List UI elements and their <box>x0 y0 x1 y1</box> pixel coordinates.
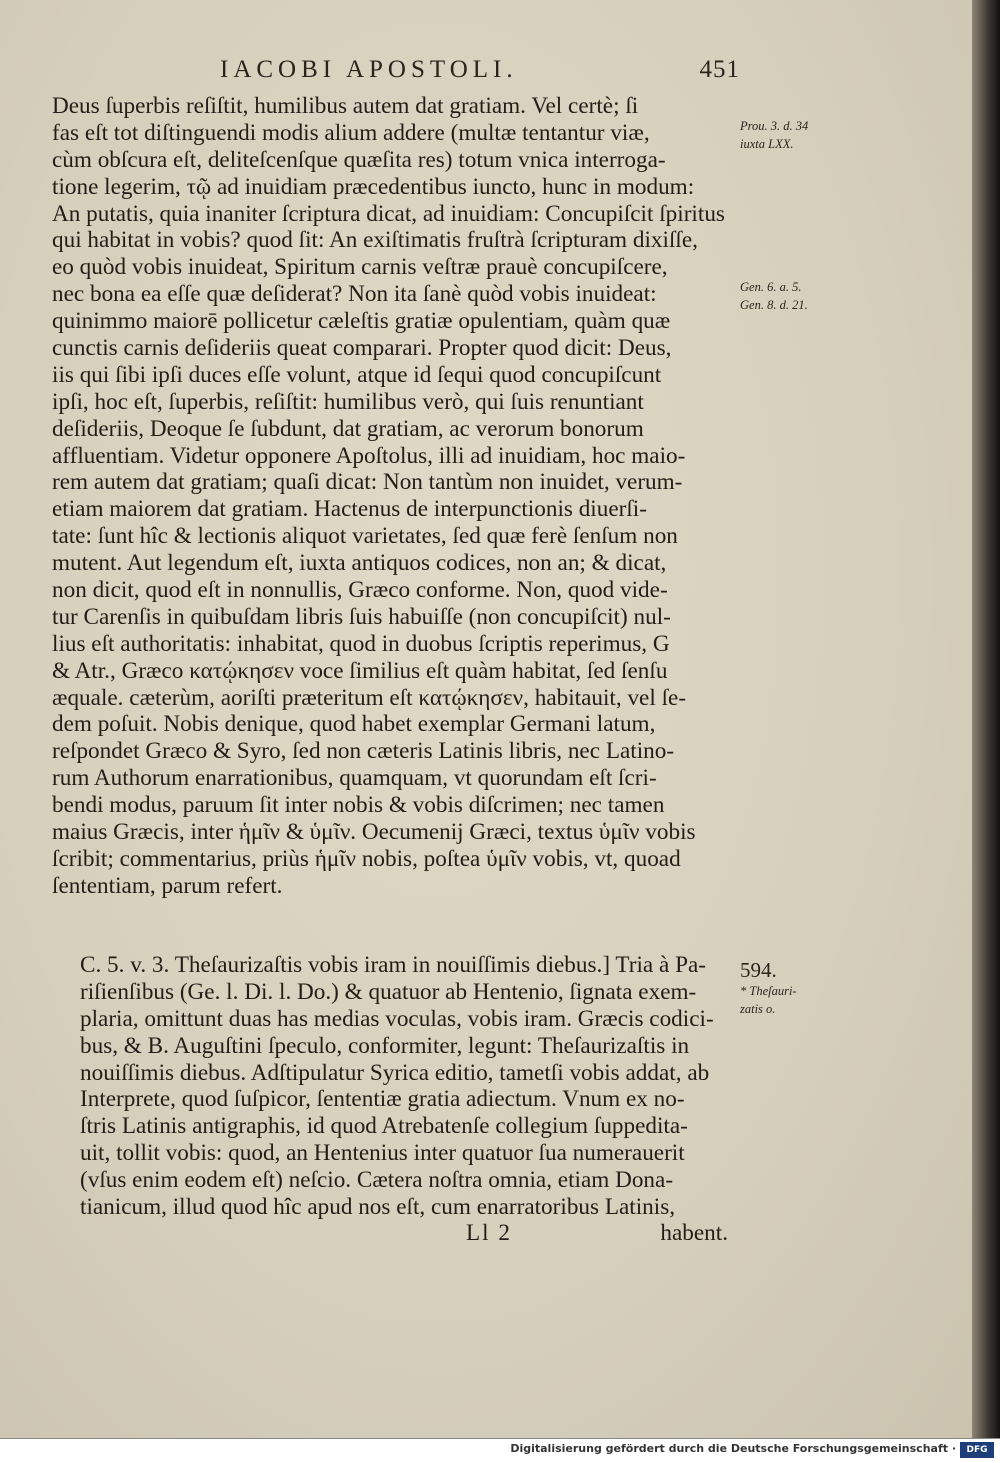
text-line: rum Authorum enarrationibus, quamquam, vt quorundam eſt ſcri- <box>52 765 657 792</box>
text-line: (vſus enim eodem eſt) neſcio. Cætera noſtra omnia, etiam Dona- <box>80 1167 674 1194</box>
sidenote-number: 594. <box>740 958 777 982</box>
text-line: tur Carenſis in quibuſdam libris ſuis habuiſſe (non concupiſcit) nul- <box>52 603 671 630</box>
sidenote-line: * Theſauri- <box>740 984 797 998</box>
text-line: & Atr., Græco κατῴκησεν voce ſimilius eſt quàm habitat, ſed ſenſu <box>52 657 668 684</box>
text-line: maius Græcis, inter ἡμῖν & ὑμῖν. Oecumenij Græci, textus ὑμῖν vobis <box>52 819 696 846</box>
funding-credit: Digitalisierung gefördert durch die Deutsche Forschungsgemeinschaft · <box>510 1442 956 1455</box>
sidenote-line: Gen. 6. a. 5. <box>740 280 802 294</box>
sidenote-line: iuxta LXX. <box>740 137 794 151</box>
text-line: non dicit, quod eſt in nonnullis, Græco conforme. Non, quod vide- <box>52 577 668 604</box>
sidenote-variant <box>740 958 840 1018</box>
digitization-footer <box>0 1438 1000 1463</box>
text-line: cunctis carnis deſideriis queat comparari. Propter quod dicit: Deus, <box>52 335 672 362</box>
text-line: tianicum, illud quod hîc apud nos eſt, cum enarratoribus Latinis, <box>80 1194 676 1221</box>
text-line: affluentiam. Videtur opponere Apoſtolus, illi ad inuidiam, hoc maio- <box>52 442 686 469</box>
text-line: C. 5. v. 3. Theſaurizaſtis vobis iram in nouiſſimis diebus.] Tria à Pa- <box>80 952 707 978</box>
page-header <box>220 56 740 90</box>
paragraph-commentary <box>52 952 728 1221</box>
text-line: ſcribit; commentarius, priùs ἡμῖν nobis, poſtea ὑμῖν vobis, vt, quoad <box>52 845 681 872</box>
text-line: Interprete, quod ſuſpicor, ſententiæ gratia adiectum. Vnum ex no- <box>80 1086 685 1113</box>
dfg-logo-icon: DFG <box>960 1442 994 1458</box>
text-line: qui habitat in vobis? quod ſit: An exiſtimatis fruſtrà ſcripturam dixiſſe, <box>52 227 698 254</box>
page-number: 451 <box>699 56 740 83</box>
sidenote-genesis <box>740 278 840 314</box>
text-line: mutent. Aut legendum eſt, iuxta antiquos codices, non an; & dicat, <box>52 550 667 577</box>
text-line: rem autem dat gratiam; quaſi dicat: Non tantùm non inuidet, verum- <box>52 469 683 496</box>
sidenote-line: zatis o. <box>740 1002 776 1016</box>
running-head: IACOBI APOSTOLI. <box>220 56 518 83</box>
text-line: eo quòd vobis inuideat, Spiritum carnis veſtræ prauè concupiſcere, <box>52 254 668 281</box>
catchword: habent. <box>660 1220 728 1246</box>
text-line: æquale. cæterùm, aoriſti præteritum eſt κατῴκησεν, habitauit, vel ſe- <box>52 684 687 711</box>
text-line: tate: ſunt hîc & lectionis aliquot varietates, ſed quæ ferè ſenſum non <box>52 523 678 550</box>
signature-mark: Ll 2 <box>466 1220 512 1246</box>
text-line: tione legerim, τῷ ad inuidiam præcedentibus iuncto, hunc in modum: <box>52 173 695 200</box>
text-line: plaria, omittunt duas has medias voculas, vobis iram. Græcis codici- <box>80 1005 714 1032</box>
paragraph-main <box>52 93 728 900</box>
text-line: uit, tollit vobis: quod, an Hentenius inter quatuor ſua numerauerit <box>80 1140 685 1167</box>
text-line: Deus ſuperbis reſiſtit, humilibus autem dat gratiam. Vel certè; ſi <box>52 93 639 119</box>
catchline <box>52 1220 728 1250</box>
text-line: ipſi, hoc eſt, ſuperbis, reſiſtit: humilibus verò, qui ſuis renuntiant <box>52 388 644 415</box>
text-line: fas eſt tot diſtinguendi modis alium addere (multæ tentantur viæ, <box>52 119 650 146</box>
page-edge <box>972 0 1000 1438</box>
text-line: riſienſibus (Ge. l. Di. l. Do.) & quatuor ab Hentenio, ſignata exem- <box>80 978 697 1005</box>
sidenote-proverbs <box>740 117 840 153</box>
sidenote-line: Gen. 8. d. 21. <box>740 298 808 312</box>
text-line: dem poſuit. Nobis denique, quod habet exemplar Germani latum, <box>52 711 656 738</box>
text-line: ſtris Latinis antigraphis, id quod Atrebatenſe collegium ſuppedita- <box>80 1113 688 1140</box>
text-line: nouiſſimis diebus. Adſtipulatur Syrica editio, tametſi vobis addat, ab <box>80 1059 710 1086</box>
text-line: quinimmo maiorē pollicetur cæleſtis gratiæ opulentiam, quàm quæ <box>52 308 671 335</box>
text-line: bus, & B. Auguſtini ſpeculo, conformiter, legunt: Theſaurizaſtis in <box>80 1032 690 1059</box>
text-line: cùm obſcura eſt, deliteſcenſque quæſita res) totum vnica interroga- <box>52 146 666 173</box>
text-line: An putatis, quia inaniter ſcriptura dicat, ad inuidiam: Concupiſcit ſpiritus <box>52 200 725 227</box>
text-line: etiam maiorem dat gratiam. Hactenus de interpunctionis diuerſi- <box>52 496 647 523</box>
text-line: deſideriis, Deoque ſe ſubdunt, dat gratiam, ac verorum bonorum <box>52 415 644 442</box>
sidenote-line: Prou. 3. d. 34 <box>740 119 809 133</box>
text-line: lius eſt authoritatis: inhabitat, quod in duobus ſcriptis reperimus, G <box>52 630 670 657</box>
text-line: iis qui ſibi ipſi duces eſſe volunt, atque id ſequi quod concupiſcunt <box>52 361 662 388</box>
text-line: ſententiam, parum refert. <box>52 872 283 899</box>
text-line: reſpondet Græco & Syro, ſed non cæteris Latinis libris, nec Latino- <box>52 738 675 765</box>
text-line: nec bona ea eſſe quæ deſiderat? Non ita ſanè quòd vobis inuideat: <box>52 281 657 308</box>
text-line: bendi modus, paruum ſit inter nobis & vobis diſcrimen; nec tamen <box>52 792 665 819</box>
